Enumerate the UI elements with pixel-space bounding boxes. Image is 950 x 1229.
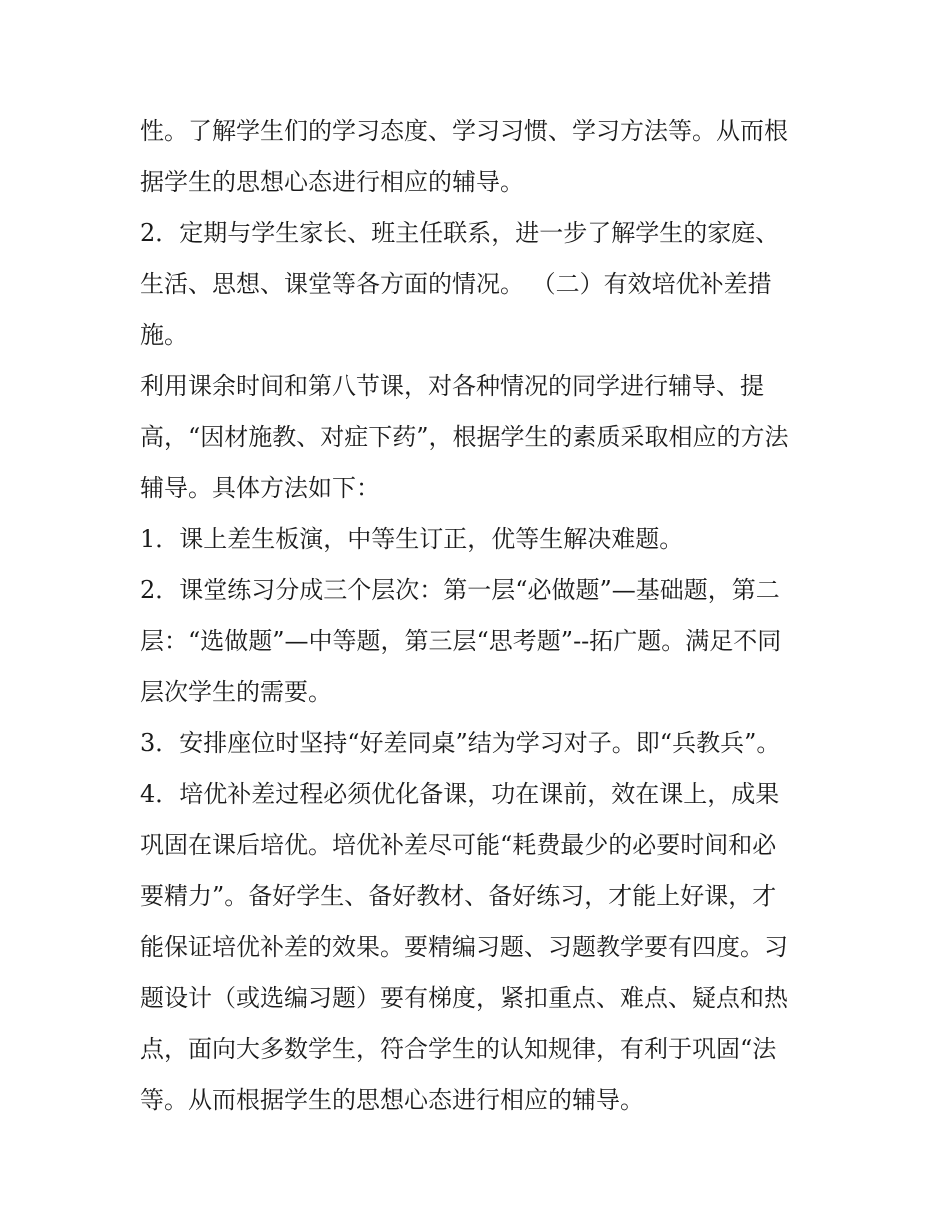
text-line: 4．培优补差过程必须优化备课，功在课前，效在课上，成果 (140, 780, 780, 808)
text-line: 能保证培优补差的效果。要精编习题、习题教学要有四度。习 (140, 933, 788, 961)
text-line: 生活、思想、课堂等各方面的情况。 （二）有效培优补差措 (140, 270, 772, 298)
text-line: 3．安排座位时坚持“好差同桌”结为学习对子。即“兵教兵”。 (140, 729, 781, 757)
text-line: 点，面向大多数学生，符合学生的认知规律，有利于巩固“法 (140, 1035, 777, 1063)
text-line: 2．课堂练习分成三个层次：第一层“必做题”—基础题，第二 (140, 576, 780, 604)
text-line: 高，“因材施教、对症下药”，根据学生的素质采取相应的方法 (140, 423, 789, 451)
text-line: 题设计（或选编习题）要有梯度，紧扣重点、难点、疑点和热 (140, 984, 788, 1012)
text-line: 施。 (140, 321, 188, 349)
text-line: 层次学生的需要。 (140, 678, 332, 706)
text-line: 性。了解学生们的学习态度、学习习惯、学习方法等。从而根 (140, 117, 788, 145)
body-text (140, 106, 820, 1126)
text-line: 层：“选做题”—中等题，第三层“思考题”--拓广题。满足不同 (140, 627, 782, 655)
text-line: 要精力”。备好学生、备好教材、备好练习，才能上好课，才 (140, 882, 777, 910)
text-line: 辅导。具体方法如下： (140, 474, 380, 502)
text-line: 据学生的思想心态进行相应的辅导。 (140, 168, 524, 196)
text-line: 利用课余时间和第八节课，对各种情况的同学进行辅导、提 (140, 372, 764, 400)
text-line: 1．课上差生板演，中等生订正，优等生解决难题。 (140, 525, 684, 553)
text-line: 等。从而根据学生的思想心态进行相应的辅导。 (140, 1086, 644, 1114)
text-line: 2．定期与学生家长、班主任联系，进一步了解学生的家庭、 (140, 219, 780, 247)
text-line: 巩固在课后培优。培优补差尽可能“耗费最少的必要时间和必 (140, 831, 777, 859)
